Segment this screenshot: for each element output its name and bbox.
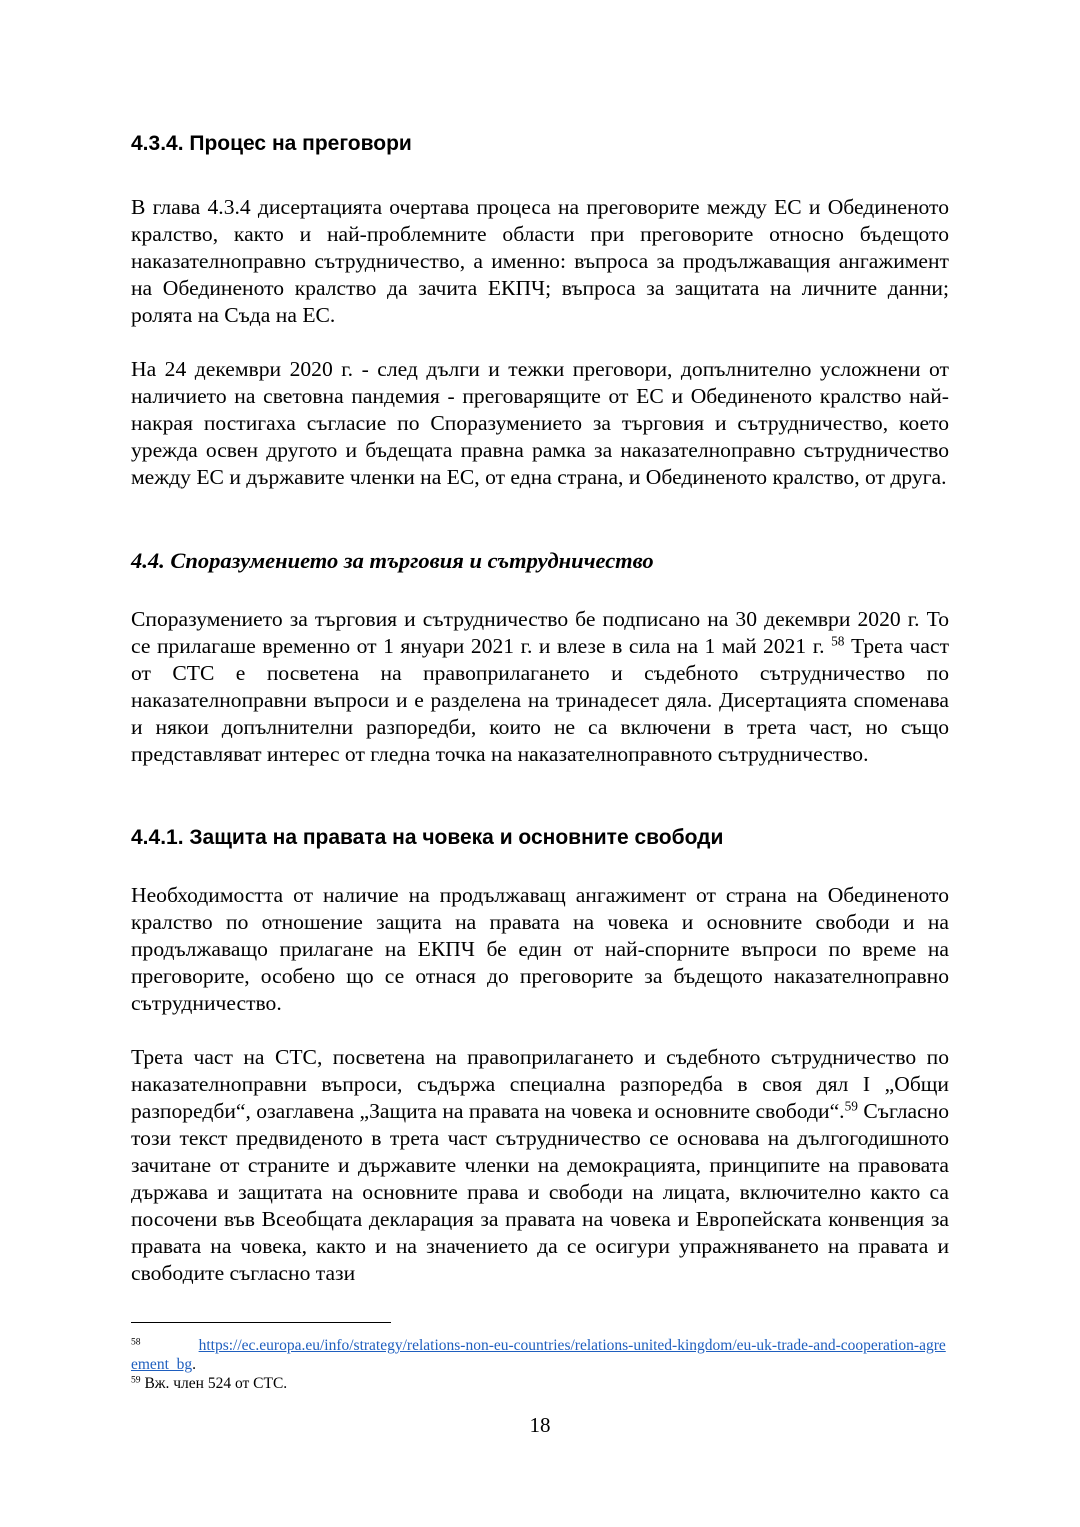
- section-heading-4-4-1: 4.4.1. Защита на правата на човека и основните свободи: [131, 826, 724, 849]
- footnote-58-period: .: [192, 1356, 196, 1373]
- footnote-separator: [131, 1322, 391, 1323]
- footnote-58-link[interactable]: https://ec.europa.eu/info/strategy/relations-non-eu-countries/relations-united-kingdom/eu-uk-trade-and-cooperation-agreement_bg: [131, 1337, 946, 1373]
- paragraph-tca-signed-text-b: Трета част от СТС е посветена на правоприлагането и съдебното сътрудничество по наказателноправни въпроси и е разделена на тринадесет дяла. Дисертацията споменава и някои допълнителни разпоредби, които не са включени в трета част, но също представляват интерес от гледна точка на наказателноправното сътрудничество.: [131, 634, 950, 766]
- footnote-number-58: 58: [131, 1336, 141, 1348]
- footnote-59: [131, 1374, 949, 1393]
- footnote-58: [131, 1336, 949, 1374]
- paragraph-agreement-reached: На 24 декември 2020 г. - след дълги и тежки преговори, допълнително усложнени от наличието на световна пандемия - преговарящите от ЕС и Обединеното кралство най-накрая постигаха съгласие по Споразумението за търговия и сътрудничество, което урежда освен другото и бъдещата правна рамка за наказателноправно сътрудничество между ЕС и държавите членки на ЕС, от една страна, и Обединеното кралство, от друга.: [131, 357, 949, 489]
- paragraph-tca-signed-text-a: Споразумението за търговия и сътрудничество бе подписано на 30 декември 2020 г. То се прилагаше временно от 1 януари 2021 г. и влезе в сила на 1 май 2021 г.: [131, 607, 949, 658]
- footnote-number-59: 59: [131, 1374, 141, 1386]
- paragraph-part-three-text-a: Трета част на СТС, посветена на правоприлагането и съдебното сътрудничество по наказателноправни въпроси, съдържа специална разпоредба в своя дял I „Общи разпоредби“, озаглавена „Защита на правата на човека и основните свободи“.: [131, 1045, 949, 1123]
- footnote-ref-58[interactable]: 58: [831, 633, 845, 649]
- footnote-59-text: Вж. член 524 от СТС.: [140, 1375, 288, 1392]
- footnotes: [131, 1336, 949, 1393]
- section-heading-4-4: 4.4. Споразумението за търговия и сътрудничество: [131, 548, 654, 573]
- footnote-ref-59[interactable]: 59: [844, 1098, 858, 1114]
- paragraph-tca-signed: [131, 606, 949, 768]
- paragraph-echr-commitment: Необходимостта от наличие на продължаващ ангажимент от страна на Обединеното кралство по отношение защита на правата на човека и основните свободи и на продължаващо прилагане на ЕКПЧ бе един от най-спорните въпроси по време на преговорите, особено що се отнася до преговорите за бъдещото наказателноправно сътрудничество.: [131, 883, 949, 1015]
- paragraph-part-three-provision: [131, 1044, 949, 1287]
- section-heading-4-3-4: 4.3.4. Процес на преговори: [131, 132, 412, 155]
- paragraph-part-three-text-b: Съгласно този текст предвиденото в трета част сътрудничество се основава на дългогодишното зачитане от страните и държавите членки на демокрацията, принципите на правовата държава и защитата на основните права и свободи на лицата, включително както са посочени във Всеобщата декларация за правата на човека и Европейската конвенция за правата на човека, както и на значението да се осигури упражняването на правата и свободите съгласно тази: [131, 1099, 950, 1285]
- paragraph-negotiation-areas: В глава 4.3.4 дисертацията очертава процеса на преговорите между ЕС и Обединеното кралство, както и най-проблемните области при преговорите относно бъдещото наказателноправно сътрудничество, а именно: въпроса за продължаващия ангажимент на Обединеното кралство да зачита ЕКПЧ; въпроса за защитата на личните данни; ролята на Съда на ЕС.: [131, 195, 949, 327]
- page-number: 18: [529, 1413, 551, 1437]
